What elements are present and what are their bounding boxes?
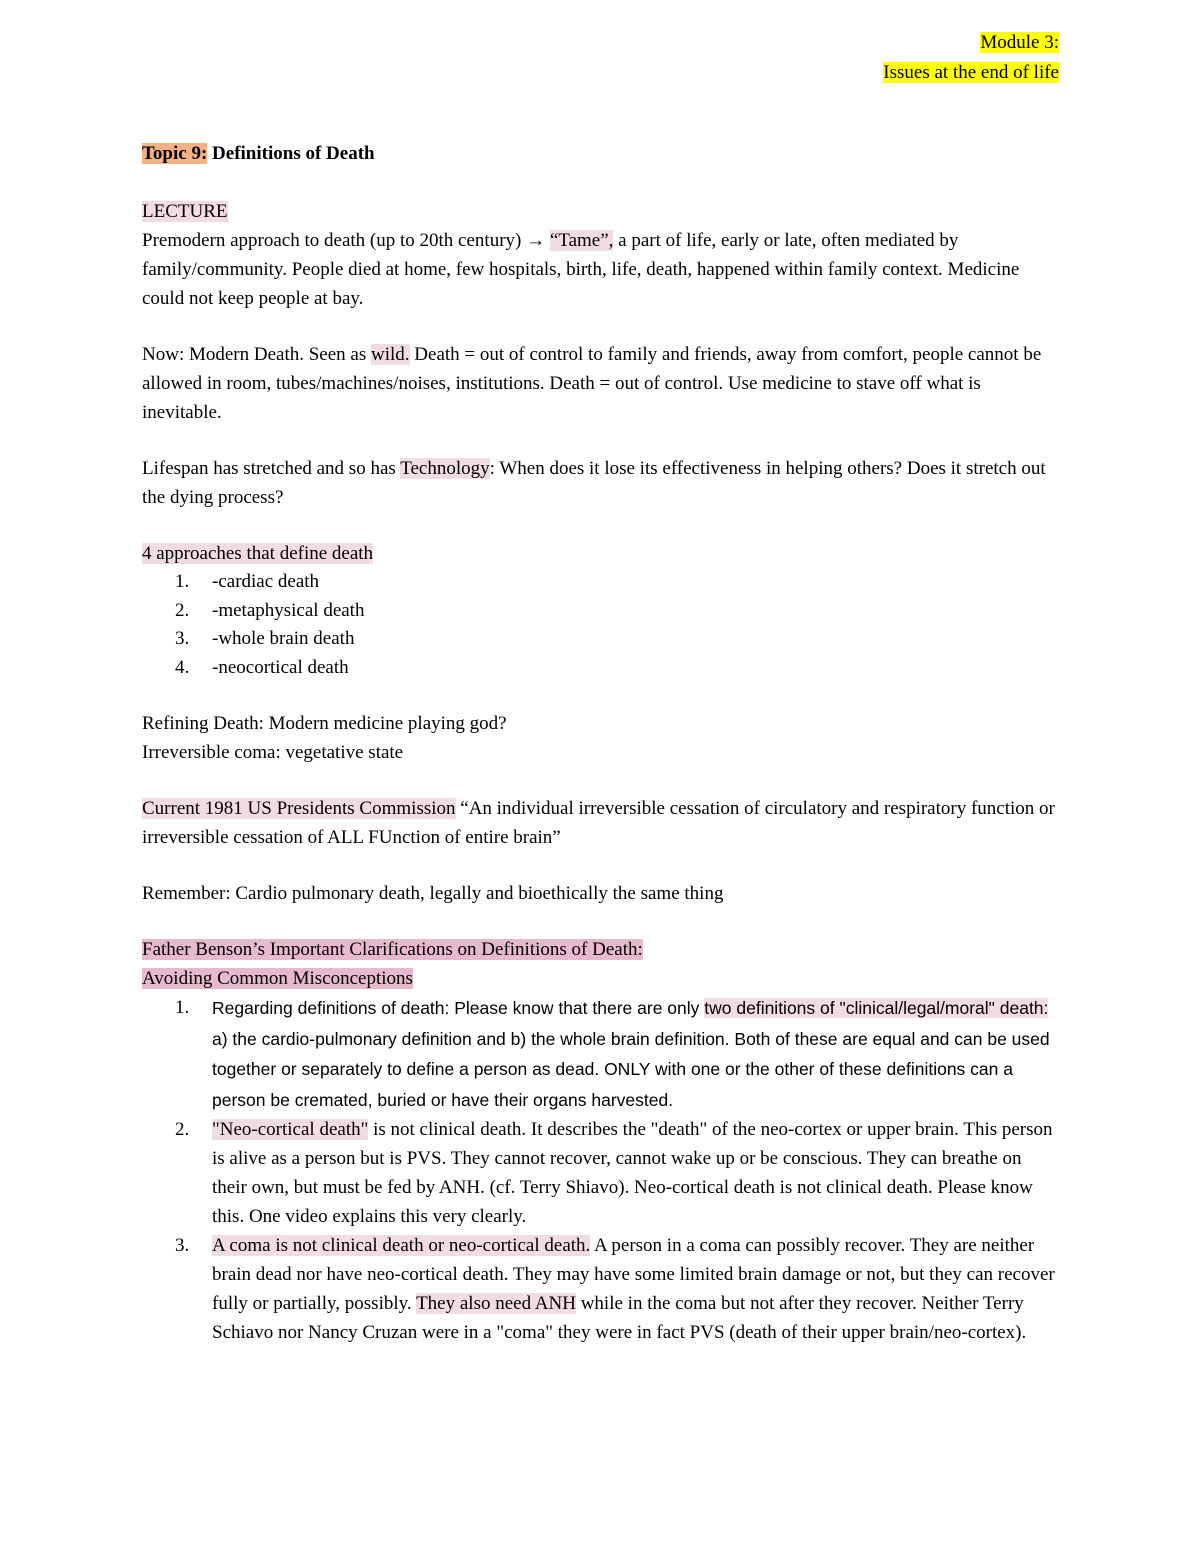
list-item [142, 993, 1060, 1115]
topic-name: Definitions of Death [212, 143, 375, 164]
commission-paragraph [142, 794, 1060, 852]
item2-text: is not clinical death. It describes the "death" of the neo-cortex or upper brain. This person is alive as a person but is PVS. They cannot recover, cannot wake up or be conscious. They can breathe on their own, but must be fed by ANH. (cf. Terry Shiavo). Neo-cortical death is not clinical death. Please know this. One video explains this very clearly. [212, 1119, 1053, 1227]
item3-text-a: A person in a coma can possibly recover. They are neither brain dead nor have neo-cortical death. They may have some limited brain damage or not, but they can recover fully or partially, possibly. [212, 1235, 1055, 1314]
module-subtitle: Issues at the end of life [883, 62, 1059, 83]
list-number: 3. [175, 628, 190, 649]
item1-highlight: two definitions of "clinical/legal/moral" death: [704, 998, 1049, 1018]
list-item [142, 597, 1060, 626]
wild-highlight: wild. [371, 344, 410, 365]
modern-text-a: Now: Modern Death. Seen as [142, 344, 372, 365]
list-number: 1. [175, 997, 190, 1018]
lecture-heading-text: LECTURE [142, 201, 228, 222]
lifespan-paragraph [142, 454, 1060, 512]
list-number: 2. [175, 1119, 190, 1140]
list-item [142, 654, 1060, 683]
premodern-paragraph [142, 226, 1060, 313]
lifespan-text-a: Lifespan has stretched and so has [142, 458, 401, 479]
list-item-text: -neocortical death [212, 656, 349, 678]
coma-line: Irreversible coma: vegetative state [142, 742, 404, 763]
topic-label: Topic 9: [142, 143, 208, 164]
lifespan-text-b: : When does it lose its effectiveness in helping others? Does it stretch out the dying process? [142, 458, 1046, 508]
item1-text-b: a) the cardio-pulmonary definition and b) the whole brain definition. Both of these are equal and can be used together or separately to define a person as dead. ONLY with one or the other of these definitions can a person be cremated, buried or have their organs harvested. [212, 1028, 1050, 1110]
list-number: 2. [175, 599, 190, 621]
approaches-heading [142, 539, 1060, 568]
list-item-text: -whole brain death [212, 628, 355, 649]
clarifications-heading-text: Father Benson’s Important Clarifications on Definitions of Death: [142, 939, 643, 960]
list-item [142, 1231, 1060, 1347]
lecture-heading [142, 197, 1060, 226]
commission-quote: “An individual irreversible cessation of circulatory and respiratory function or irreversible cessation of ALL FUnction of entire brain” [142, 798, 1055, 848]
list-number: 4. [175, 656, 190, 678]
document-body [142, 139, 1060, 1347]
item1-text-a: Regarding definitions of death: Please know that there are only [212, 998, 705, 1018]
list-item [142, 568, 1060, 597]
modern-text-b: Death = out of control to family and friends, away from comfort, people cannot be allowed in room, tubes/machines/noises, institutions. Death = out of control. Use medicine to stave off what is inevitable. [142, 344, 1042, 423]
item2-highlight: "Neo-cortical death" [212, 1119, 369, 1140]
item3-highlight-2: They also need ANH [416, 1293, 576, 1314]
list-number: 3. [175, 1235, 190, 1256]
remember-line: Remember: Cardio pulmonary death, legally and bioethically the same thing [142, 883, 724, 904]
premodern-text-a: Premodern approach to death (up to 20th century) → [142, 230, 550, 251]
list-item-text: -cardiac death [212, 571, 320, 592]
modern-death-paragraph [142, 340, 1060, 427]
item3-text-b: while in the coma but not after they recover. Neither Terry Schiavo nor Nancy Cruzan were in a "coma" they were in fact PVS (death of their upper brain/neo-cortex). [212, 1293, 1027, 1343]
topic-title [142, 139, 1060, 169]
clarifications-list [142, 993, 1060, 1347]
item3-highlight-1: A coma is not clinical death or neo-cortical death. [212, 1235, 591, 1256]
tame-highlight: “Tame”, [549, 230, 614, 251]
misconceptions-heading-text: Avoiding Common Misconceptions [142, 968, 413, 989]
module-header [883, 28, 1059, 88]
list-item-text: -metaphysical death [212, 599, 365, 621]
technology-highlight: Technology [400, 458, 490, 479]
list-number: 1. [175, 571, 190, 592]
list-item [142, 625, 1060, 654]
approaches-list [142, 568, 1060, 682]
clarifications-heading [142, 935, 1060, 964]
refining-line: Refining Death: Modern medicine playing god? [142, 713, 507, 734]
misconceptions-heading [142, 964, 1060, 993]
approaches-heading-text: 4 approaches that define death [142, 543, 374, 564]
premodern-text-b: a part of life, early or late, often mediated by family/community. People died at home, few hospitals, birth, life, death, happened within family context. Medicine could not keep people at bay. [142, 230, 1020, 309]
commission-highlight: Current 1981 US Presidents Commission [142, 798, 456, 819]
module-label: Module 3: [980, 32, 1059, 53]
list-item [142, 1115, 1060, 1231]
